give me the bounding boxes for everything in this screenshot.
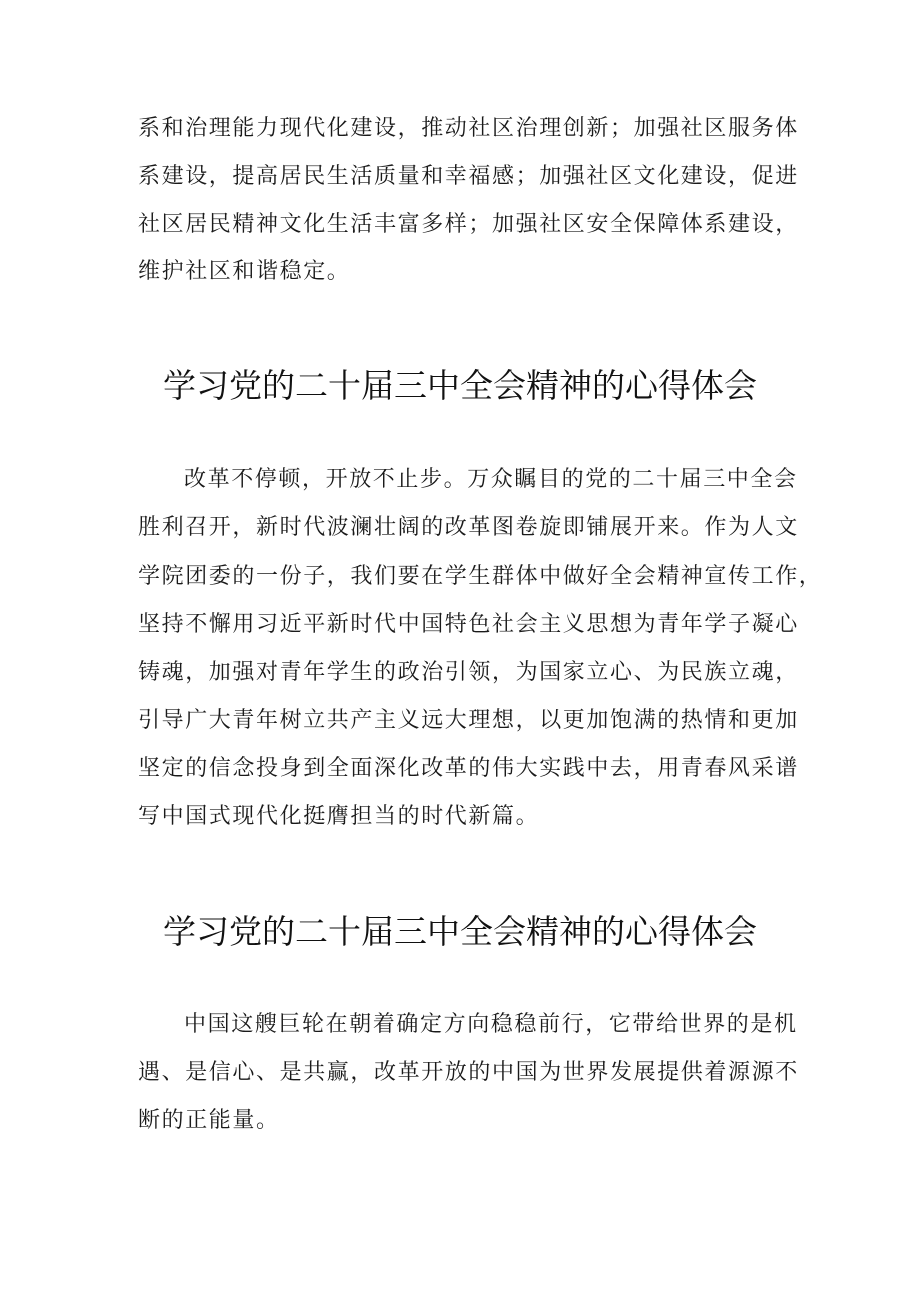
paragraph-line: 学院团委的一份子，我们要在学生群体中做好全会精神宣传工作， <box>138 564 823 589</box>
paragraph-line: 胜利召开，新时代波澜壮阔的改革图卷旋即铺展开来。作为人文 <box>138 515 799 540</box>
paragraph-line: 遇、是信心、是共赢，改革开放的中国为世界发展提供着源源不 <box>138 1060 799 1085</box>
paragraph-line: 中国这艘巨轮在朝着确定方向稳稳前行，它带给世界的是机 <box>184 1012 798 1037</box>
paragraph-line: 坚持不懈用习近平新时代中国特色社会主义思想为青年学子凝心 <box>138 612 799 637</box>
paragraph-line: 维护社区和谐稳定。 <box>138 259 351 284</box>
section-heading: 学习党的二十届三中全会精神的心得体会 <box>163 366 757 405</box>
paragraph-line: 改革不停顿，开放不止步。万众瞩目的党的二十届三中全会 <box>184 467 798 492</box>
section-heading: 学习党的二十届三中全会精神的心得体会 <box>163 912 757 951</box>
paragraph-line: 系建设，提高居民生活质量和幸福感；加强社区文化建设，促进 <box>138 164 799 189</box>
paragraph-line: 系和治理能力现代化建设，推动社区治理创新；加强社区服务体 <box>138 116 799 141</box>
paragraph-line: 断的正能量。 <box>138 1108 280 1133</box>
paragraph-line: 坚定的信念投身到全面深化改革的伟大实践中去，用青春风采谱 <box>138 756 799 781</box>
paragraph-line: 社区居民精神文化生活丰富多样；加强社区安全保障体系建设， <box>138 212 799 237</box>
paragraph-line: 写中国式现代化挺膺担当的时代新篇。 <box>138 804 540 829</box>
paragraph-line: 引导广大青年树立共产主义远大理想，以更加饱满的热情和更加 <box>138 708 799 733</box>
paragraph-line: 铸魂，加强对青年学生的政治引领，为国家立心、为民族立魂， <box>138 660 799 685</box>
